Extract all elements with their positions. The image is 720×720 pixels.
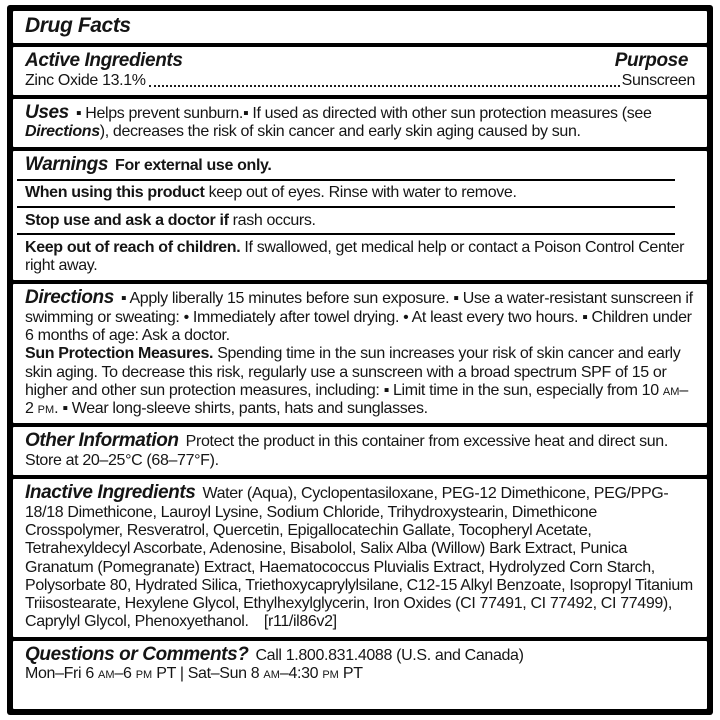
text-run: Directions xyxy=(25,123,100,141)
ingredient-purpose: Sunscreen xyxy=(621,71,695,89)
text-run: –6 xyxy=(114,665,136,683)
section-other-information xyxy=(13,427,707,475)
text-run: Stop use and ask a doctor if xyxy=(25,211,229,229)
divider-rule xyxy=(17,206,675,208)
text-run: AM xyxy=(97,669,115,682)
label-paragraph xyxy=(25,430,695,470)
text-run: For external use only. xyxy=(115,156,272,174)
text-run: ▪ Apply liberally 15 minutes before sun exposure. ▪ Use a water-resistant sunscreen if swimming or sweating: • Immediately after towel drying. • At least every two hours. ▪ Children under 6 months of age: Ask a doctor. xyxy=(25,290,693,345)
label-paragraph xyxy=(25,287,695,345)
label-paragraph xyxy=(25,665,695,683)
text-run: PT | Sat–Sun 8 xyxy=(152,665,264,683)
text-run: PM xyxy=(135,669,153,682)
text-run: Questions or Comments? xyxy=(25,643,249,665)
label-paragraph xyxy=(25,184,695,202)
text-run: When using this product xyxy=(25,184,205,202)
text-run: Directions xyxy=(25,287,114,309)
text-run: ), decreases the risk of skin cancer and early skin aging caused by sun. xyxy=(99,123,581,141)
section-uses xyxy=(13,99,707,147)
text-run: –4:30 xyxy=(279,665,323,683)
label-paragraph xyxy=(25,239,695,275)
text-run: Warnings xyxy=(25,153,109,175)
text-run: AM xyxy=(263,669,280,682)
section-directions xyxy=(13,284,707,423)
text-run: keep out of eyes. Rinse with water to remove. xyxy=(204,184,517,202)
heading-right xyxy=(615,50,695,72)
divider-rule xyxy=(17,233,675,235)
label-paragraph xyxy=(25,154,695,176)
text-run: Other Information xyxy=(25,430,179,452)
text-run: AM xyxy=(662,385,680,398)
divider-rule xyxy=(17,179,675,181)
text-run: Keep out of reach of children. xyxy=(25,238,241,256)
section-questions-or-comments xyxy=(13,641,707,709)
label-paragraph xyxy=(25,482,695,631)
text-run: Spending time in the sun increases your risk of skin cancer and early skin aging. To decrease this risk, regularly use a sunscreen with a broad spectrum SPF of 15 or higher and other sun protection measures, including: ▪ Limit time in the sun, especially from 10 xyxy=(25,345,681,399)
label-paragraph xyxy=(25,212,695,230)
section-inactive-ingredients xyxy=(13,479,707,636)
text-run: Purpose xyxy=(614,49,688,71)
text-run: . ▪ Wear long-sleeve shirts, pants, hats and sunglasses. xyxy=(54,400,428,418)
text-run: Mon–Fri 6 xyxy=(25,665,98,683)
text-run: PM xyxy=(322,669,339,682)
text-run: Sun Protection Measures. xyxy=(25,345,214,363)
text-run: PM xyxy=(37,404,55,417)
drug-facts-label xyxy=(7,5,713,715)
text-run: –2 xyxy=(25,381,688,418)
text-run: Active Ingredients xyxy=(25,49,183,71)
text-run: Water (Aqua), Cyclopentasiloxane, PEG-12 Dimethicone, PEG/PPG-18/18 Dimethicone, Lauroyl Lysine, Sodium Chloride, Trihydroxystearin, Dimethicone Crosspolymer, Resveratrol, Quercetin, Epigallocatechin Gallate, Tocopheryl Acetate, Tetrahexyldecyl Ascorbate, Adenosine, Bisabolol, Salix Alba (Willow) Bark Extract, Punica Granatum (Pomegranate) Extract, Haematococcus Pluvialis Extract, Hydrolyzed Corn Starch, Polysorbate 80, Hydrated Silica, Triethoxycaprylylsilane, C12-15 Alkyl Benzoate, Isopropyl Titanium Triisostearate, Hexylene Glycol, Ethylhexylglycerin, Iron Oxides (CI 77491, CI 77492, CI 77499), Caprylyl Glycol, Phenoxyethanol. [r11/il86v2] xyxy=(25,485,693,631)
text-run: PT xyxy=(338,665,363,683)
text-run: Uses xyxy=(25,101,69,123)
text-run: Drug Facts xyxy=(25,14,131,37)
text-run: Call 1.800.831.4088 (U.S. and Canada) xyxy=(255,646,524,664)
text-run: Protect the product in this container from excessive heat and direct sun. Store at 20–25°C (68–77°F). xyxy=(25,433,668,470)
text-run: rash occurs. xyxy=(228,211,316,229)
heading-left xyxy=(25,50,190,72)
text-run: Inactive Ingredients xyxy=(25,482,196,504)
label-paragraph xyxy=(25,14,695,38)
section-heading-row xyxy=(25,50,695,72)
section-drug-facts-header xyxy=(13,11,707,43)
section-active-ingredients xyxy=(13,47,707,95)
ingredient-row xyxy=(25,72,695,90)
text-run: If swallowed, get medical help or contact a Poison Control Center right away. xyxy=(25,238,685,275)
ingredient-name: Zinc Oxide 13.1% xyxy=(25,71,146,89)
dotted-leader xyxy=(149,85,620,87)
label-paragraph xyxy=(25,644,695,666)
text-run: ▪ Helps prevent sunburn.▪ If used as directed with other sun protection measures (see xyxy=(75,104,652,122)
label-paragraph xyxy=(25,102,695,142)
section-warnings xyxy=(13,151,707,281)
label-paragraph xyxy=(25,345,695,418)
